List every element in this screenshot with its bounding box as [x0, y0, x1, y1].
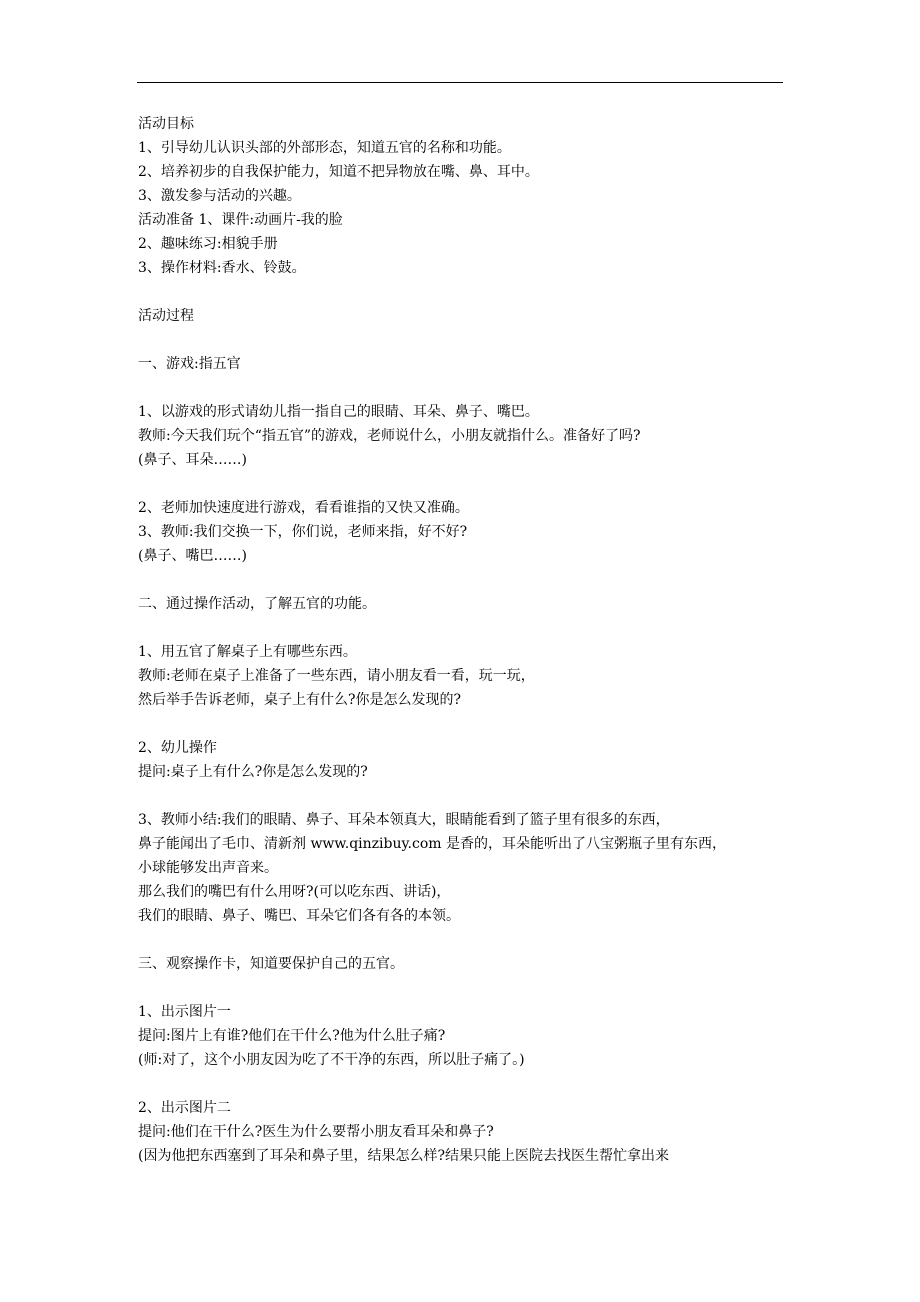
text-line: 2、老师加快速度进行游戏，看看谁指的又快又准确。: [138, 500, 469, 516]
text-line: 2、幼儿操作: [138, 740, 217, 756]
text-line: (鼻子、耳朵……): [138, 452, 247, 468]
text-line: 2、出示图片二: [138, 1100, 231, 1116]
blank-line: [138, 376, 798, 400]
text-line: 教师:老师在桌子上准备了一些东西，请小朋友看一看，玩一玩，: [138, 668, 535, 684]
text-line: 3、教师:我们交换一下，你们说，老师来指，好不好?: [138, 524, 468, 540]
blank-line: [138, 784, 798, 808]
text-line: 3、操作材料:香水、铃鼓。: [138, 260, 306, 276]
text-line: 2、趣味练习:相貌手册: [138, 236, 278, 252]
text-line: (因为他把东西塞到了耳朵和鼻子里，结果怎么样?结果只能上医院去找医生帮忙拿出来: [138, 1148, 669, 1164]
text-line: 鼻子能闻出了毛巾、清新剂 www.qinzibuy.com 是香的，耳朵能听出了八宝粥瓶子里有东西，: [138, 836, 726, 852]
blank-line: [138, 472, 798, 496]
text-line: 3、激发参与活动的兴趣。: [138, 188, 301, 204]
text-line: 教师:今天我们玩个“指五官”的游戏，老师说什么，小朋友就指什么。准备好了吗?: [138, 428, 641, 444]
text-line: 3、教师小结:我们的眼睛、鼻子、耳朵本领真大，眼睛能看到了篮子里有很多的东西，: [138, 812, 670, 828]
text-line: 小球能够发出声音来。: [138, 860, 278, 876]
text-line: (鼻子、嘴巴……): [138, 548, 247, 564]
blank-line: [138, 1072, 798, 1096]
text-line: 1、出示图片一: [138, 1004, 231, 1020]
blank-line: [138, 928, 798, 952]
text-line: 1、以游戏的形式请幼儿指一指自己的眼睛、耳朵、鼻子、嘴巴。: [138, 404, 539, 420]
blank-line: [138, 616, 798, 640]
text-line: 活动准备 1、课件:动画片-我的脸: [138, 212, 343, 228]
text-line: 我们的眼睛、鼻子、嘴巴、耳朵它们各有各的本领。: [138, 908, 460, 924]
blank-line: [138, 976, 798, 1000]
text-line: 三、观察操作卡，知道要保护自己的五官。: [138, 956, 404, 972]
text-line: 活动过程: [138, 308, 194, 324]
text-line: 提问:桌子上有什么?你是怎么发现的?: [138, 764, 368, 780]
header-rule: [137, 82, 783, 83]
blank-line: [138, 712, 798, 736]
text-line: (师:对了，这个小朋友因为吃了不干净的东西，所以肚子痛了。): [138, 1052, 525, 1068]
text-line: 1、用五官了解桌子上有哪些东西。: [138, 644, 357, 660]
blank-line: [138, 280, 798, 304]
blank-line: [138, 568, 798, 592]
text-line: 然后举手告诉老师，桌子上有什么?你是怎么发现的?: [138, 692, 462, 708]
text-line: 1、引导幼儿认识头部的外部形态，知道五官的名称和功能。: [138, 140, 511, 156]
text-line: 二、通过操作活动，了解五官的功能。: [138, 596, 376, 612]
document-body: [138, 112, 798, 1168]
text-line: 活动目标: [138, 116, 194, 132]
text-line: 2、培养初步的自我保护能力，知道不把异物放在嘴、鼻、耳中。: [138, 164, 539, 180]
text-line: 提问:他们在干什么?医生为什么要帮小朋友看耳朵和鼻子?: [138, 1124, 494, 1140]
blank-line: [138, 328, 798, 352]
text-line: 那么我们的嘴巴有什么用呀?(可以吃东西、讲话)，: [138, 884, 451, 900]
text-line: 提问:图片上有谁?他们在干什么?他为什么肚子痛?: [138, 1028, 446, 1044]
text-line: 一、游戏:指五官: [138, 356, 241, 372]
